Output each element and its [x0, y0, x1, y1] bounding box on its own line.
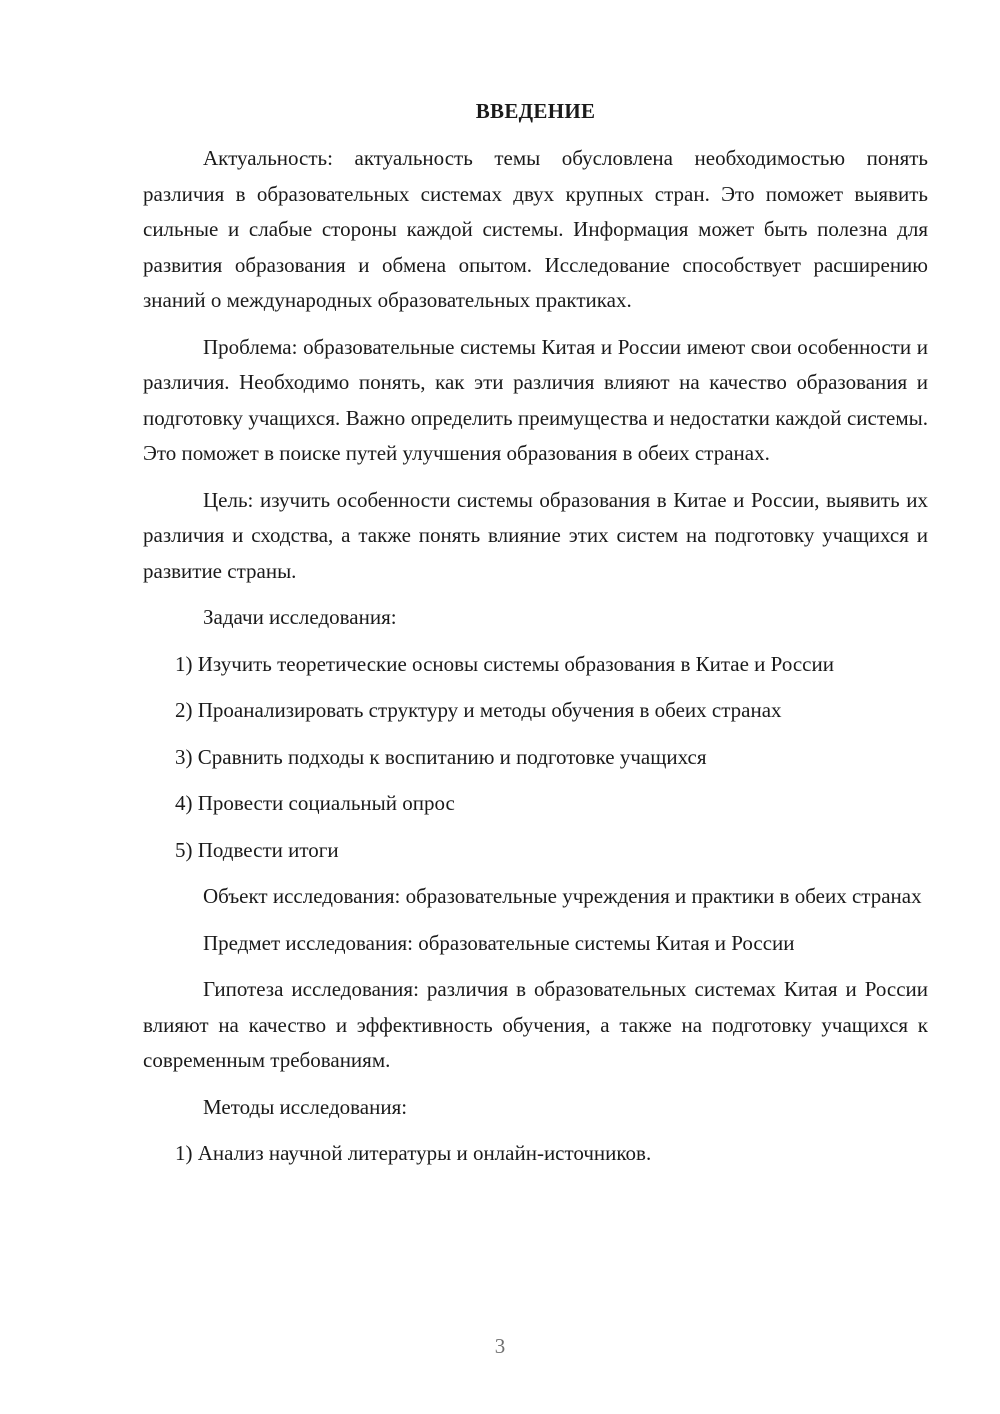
- tasks-heading: Задачи исследования:: [203, 605, 397, 629]
- paragraph-goal: Цель: изучить особенности системы образования в Китае и России, выявить их различия и сходства, а также понять влияние этих систем на подготовку учащихся и развитие страны.: [143, 487, 928, 583]
- page-number: 3: [494, 1334, 506, 1358]
- section-title: ВВЕДЕНИЕ: [475, 99, 596, 123]
- task-item-3: 3) Сравнить подходы к воспитанию и подготовке учащихся: [175, 744, 707, 769]
- method-item-1: 1) Анализ научной литературы и онлайн-источников.: [175, 1141, 652, 1165]
- paragraph-relevance: Актуальность: актуальность темы обусловлена необходимостью понять различия в образовательных системах двух крупных стран. Это поможет выявить сильные и слабые стороны каждой системы. Информация может быть полезна для развития образования и обмена опытом. Исследование способствует расширению знаний о международных образовательных практиках.: [143, 146, 928, 312]
- task-item-2: 2) Проанализировать структуру и методы обучения в обеих странах: [175, 698, 782, 722]
- task-item-4: 4) Провести социальный опрос: [175, 791, 455, 815]
- task-item-5: 5) Подвести итоги: [175, 837, 339, 862]
- document-page: [143, 94, 928, 1183]
- paragraph-problem: Проблема: образовательные системы Китая и России имеют свои особенности и различия. Необходимо понять, как эти различия влияют на качество образования и подготовку учащихся. Важно определить преимущества и недостатки каждой системы. Это поможет в поиске путей улучшения образования в обеих странах.: [143, 334, 928, 465]
- paragraph-subject: Предмет исследования: образовательные системы Китая и России: [203, 930, 795, 955]
- paragraph-object: Объект исследования: образовательные учреждения и практики в обеих странах: [203, 884, 922, 908]
- task-item-1: 1) Изучить теоретические основы системы образования в Китае и России: [175, 651, 834, 676]
- methods-heading: Методы исследования:: [203, 1094, 408, 1119]
- paragraph-hypothesis: Гипотеза исследования: различия в образовательных системах Китая и России влияют на качество и эффективность обучения, а также на подготовку учащихся к современным требованиям.: [143, 977, 928, 1072]
